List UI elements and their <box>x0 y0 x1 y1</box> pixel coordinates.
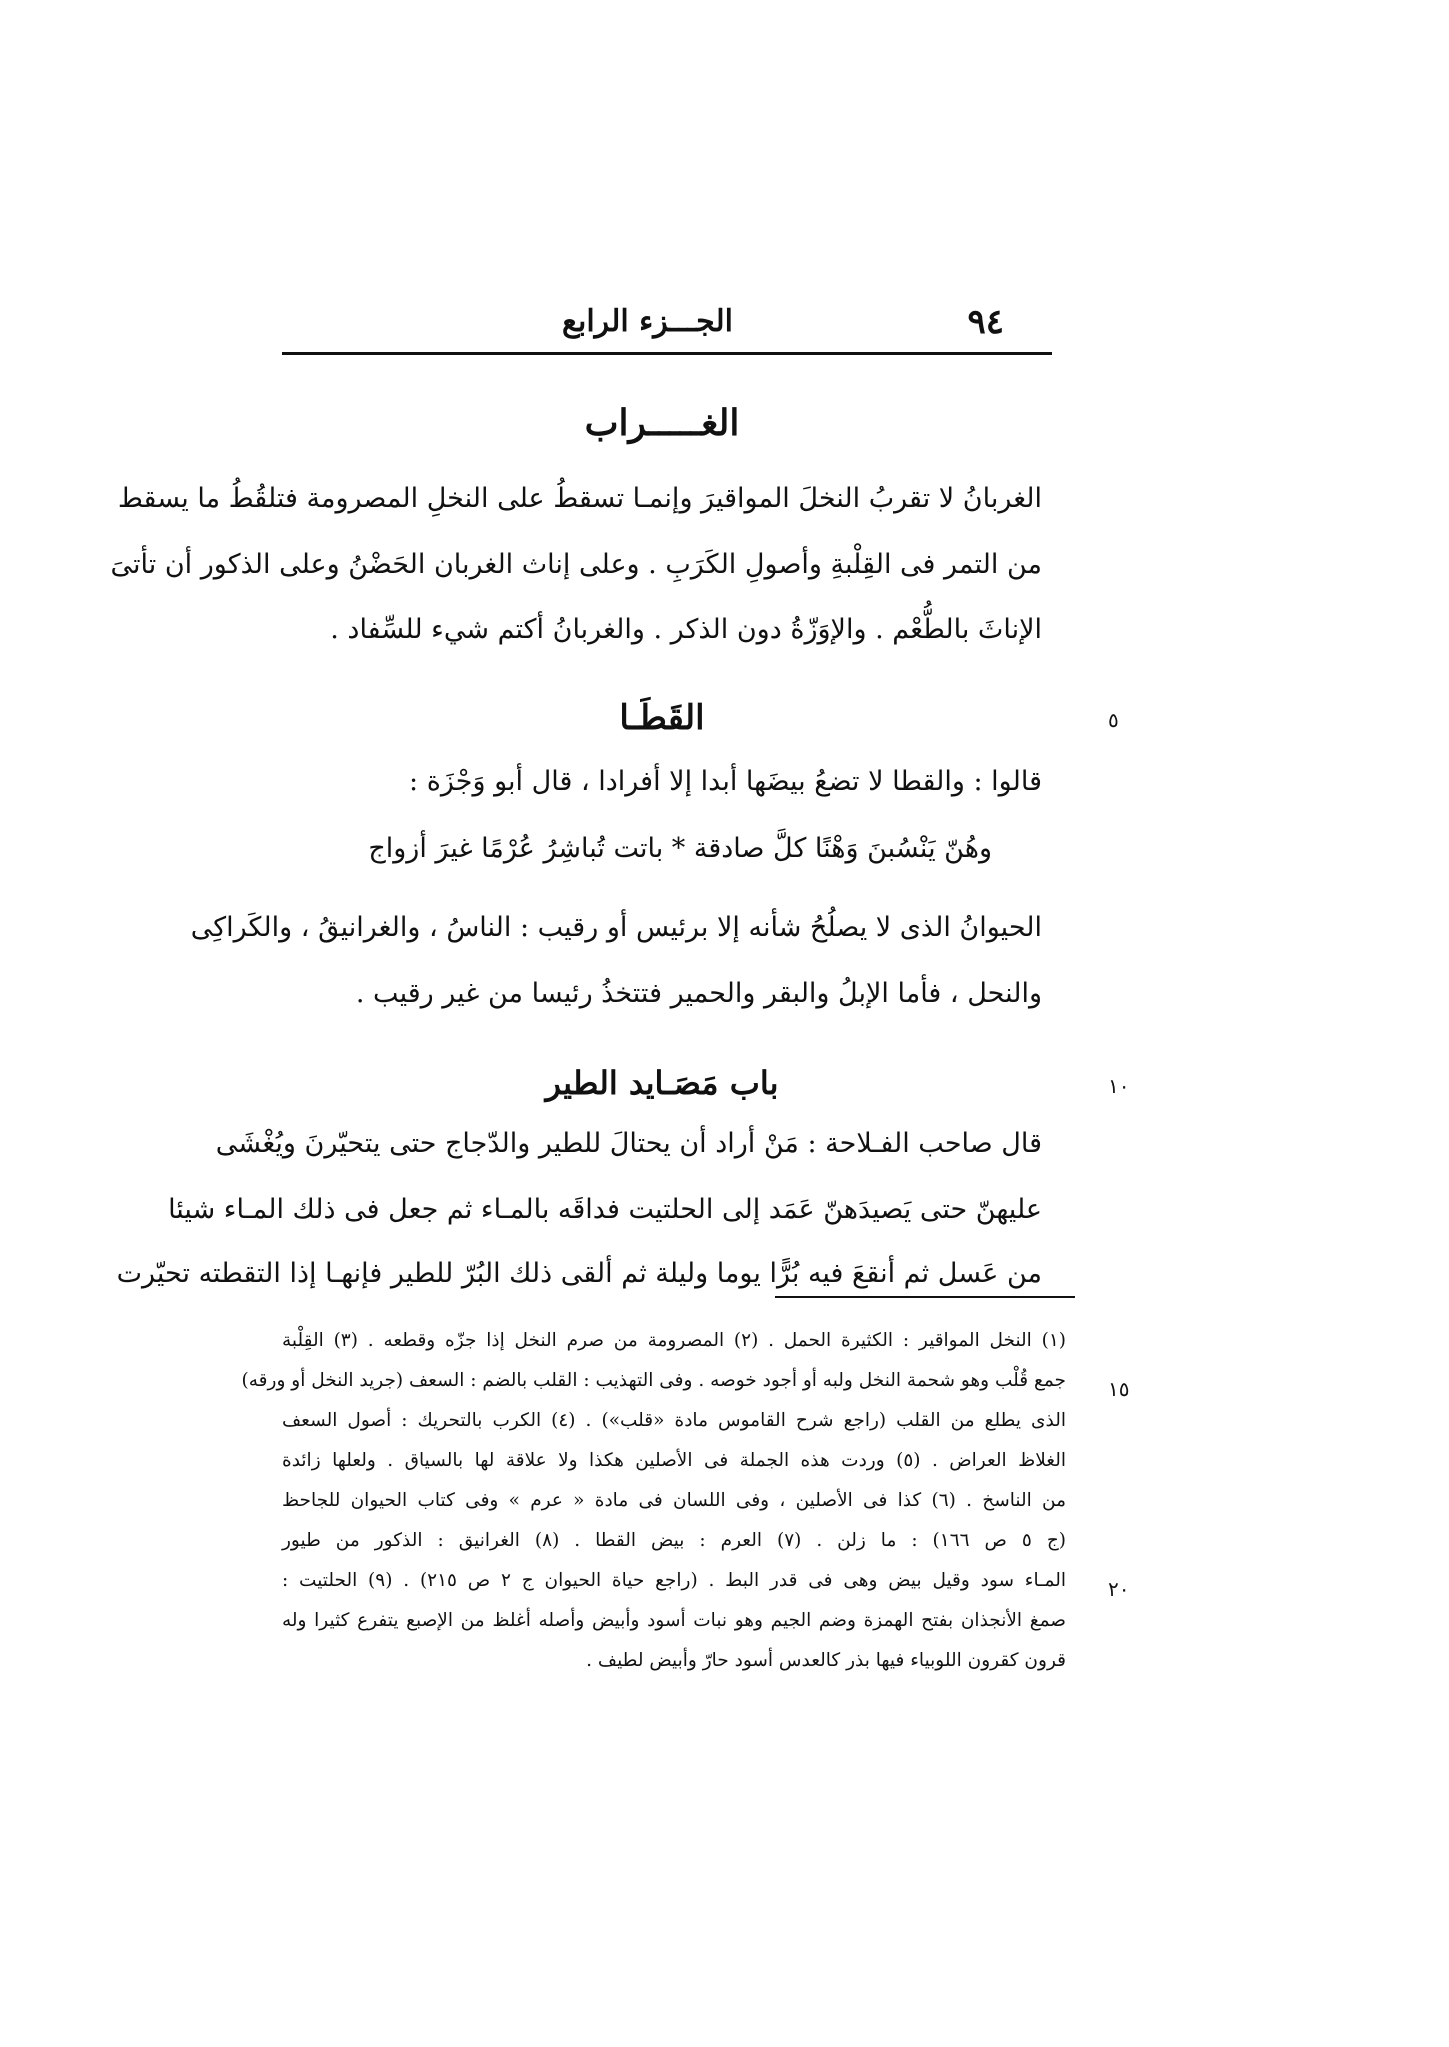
text-line: قال صاحب الفـلاحة : مَنْ أراد أن يحتالَ للطير والدّجاج حتى يتحيّرنَ ويُغْشَى <box>215 1128 1042 1159</box>
footnote-line: (ج ٥ ص ١٦٦) : ما زلن . (٧) العرم : بيض القطا . (٨) الغرانيق : الذكور من طيور <box>282 1530 1066 1551</box>
text-line: من عَسل ثم أنقعَ فيه بُرًّا يوما وليلة ثم ألقى ذلك البُرّ للطير فإنهـا إذا التقطته تحيّرت <box>116 1258 1042 1289</box>
footnote-line: صمغ الأنجذان بفتح الهمزة وضم الجيم وهو نبات أسود وأبيض وأصله أغلظ من الإصبع يتفرع كثيرا وله <box>282 1610 1066 1631</box>
line-number-margin: ٢٠ <box>1108 1577 1130 1601</box>
text-line: عليهنّ حتى يَصيدَهنّ عَمَد إلى الحلتيت فداقَه بالمـاء ثم جعل فى ذلك المـاء شيئا <box>168 1194 1042 1225</box>
footnote-line: الذى يطلع من القلب (راجع شرح القاموس مادة «قلب») . (٤) الكرب بالتحريك : أصول السعف <box>282 1410 1066 1431</box>
footnote-line: الغلاظ العراض . (٥) وردت هذه الجملة فى الأصلين هكذا ولا علاقة لها بالسياق . ولعلها زائدة <box>282 1450 1066 1471</box>
footnote-line: (١) النخل المواقير : الكثيرة الحمل . (٢) المصرومة من صرم النخل إذا جزّه وقطعه . (٣) القِلْبة <box>282 1330 1067 1351</box>
line-number-margin: ١٥ <box>1108 1377 1130 1401</box>
text-line: الحيوانُ الذى لا يصلُحُ شأنه إلا برئيس أو رقيب : الناسُ ، والغرانيقُ ، والكَراكِى <box>190 912 1042 943</box>
section-title-bird-traps: باب مَصَـايد الطير <box>545 1064 779 1102</box>
page-number: ٩٤ <box>967 302 1004 342</box>
footnote-line: قرون كقرون اللوبياء فيها بذر كالعدس أسود حارّ وأبيض لطيف . <box>586 1650 1066 1671</box>
footnote-line: جمع قُلْب وهو شحمة النخل ولبه أو أجود خوصه . وفى التهذيب : القلب بالضم : السعف (جريد النخل أو ورقه) <box>241 1370 1066 1391</box>
footnote-line: المـاء سود وقيل بيض وهى فى قدر البط . (راجع حياة الحيوان ج ٢ ص ٢١٥) . (٩) الحلتيت : <box>282 1570 1066 1591</box>
line-number-margin: ٥ <box>1108 708 1119 732</box>
text-line: من التمر فى القِلْبةِ وأصولِ الكَرَبِ . وعلى إناث الغربان الحَضْنُ وعلى الذكور أن تأتىَ <box>110 549 1042 580</box>
poem-verse: وهُنّ يَنْسُبنَ وَهْنًا كلَّ صادقة * باتت تُباشِرُ عُرْمًا غيرَ أزواج <box>368 833 992 864</box>
footnote-line: من الناسخ . (٦) كذا فى الأصلين ، وفى اللسان فى مادة « عرم » وفى كتاب الحيوان للجاحظ <box>282 1490 1066 1511</box>
header-rule <box>282 352 1052 355</box>
section-title-crow: الغـــــراب <box>584 402 740 444</box>
text-line: الإناثَ بالطُّعْم . والإوَزّةُ دون الذكر . والغربانُ أكتم شيء للسِّفاد . <box>330 614 1042 645</box>
text-line: قالوا : والقطا لا تضعُ بيضَها أبدا إلا أفرادا ، قال أبو وَجْزَة : <box>409 766 1042 797</box>
running-head: الجـــزء الرابع <box>562 304 733 339</box>
text-line: والنحل ، فأما الإبلُ والبقر والحمير فتتخذُ رئيسا من غير رقيب . <box>355 978 1042 1009</box>
footnote-rule <box>775 1296 1075 1298</box>
section-title-sandgrouse: القَطَـا <box>619 698 705 738</box>
line-number-margin: ١٠ <box>1108 1074 1130 1098</box>
page-header <box>282 302 1042 350</box>
text-line: الغربانُ لا تقربُ النخلَ المواقيرَ وإنمـا تسقطُ على النخلِ المصرومة فتلقُطُ ما يسقط <box>117 483 1042 514</box>
